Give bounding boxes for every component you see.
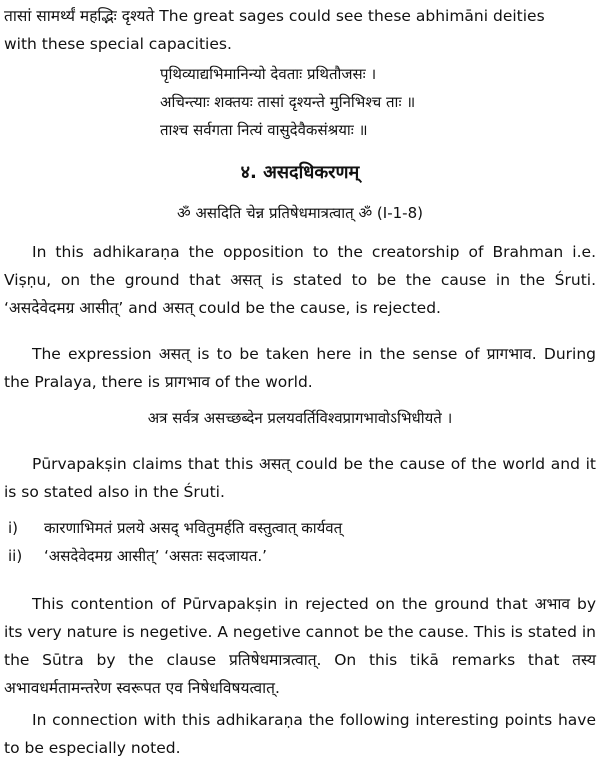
intro-line-1: तासां सामर्थ्यं महद्भिः दृश्यते The great sages could see these abhimāni deities: [4, 7, 545, 25]
verse-line-1: पृथिव्याद्यभिमानिन्यो देवताः प्रथितौजसः ।: [160, 65, 377, 83]
list-item-text: कारणाभिमतं प्रलये असद् भवितुमर्हति वस्तुत्वात् कार्यवत्: [44, 519, 343, 537]
list-item: [8, 542, 267, 570]
intro-line-2: with these special capacities.: [4, 35, 232, 53]
list-item: [8, 514, 342, 542]
paragraph-adhikarana-opposition: In this adhikaraṇa the opposition to the creatorship of Brahman i.e. Viṣṇu, on the ground that असत् is stated to be the cause in the Śruti. ‘असदेवेदमग्र आसीत्’ and असत् could be the cause, is rejected.: [4, 243, 596, 317]
verse-line-2: अचिन्त्याः शक्तयः तासां दृश्यन्ते मुनिभिश्च ताः ॥: [160, 93, 416, 111]
paragraph-contention-rejected: This contention of Pūrvapakṣin in rejected on the ground that अभाव by its very nature is negetive. A negetive cannot be the cause. This is stated in the Sūtra by the clause प्रतिषेधमात्रत्वात्. On this tikā remarks that तस्य अभावधर्मतामन्तरेण स्वरूपत एव निषेधविषयत्वात्.: [4, 595, 596, 697]
paragraph-asat-expression: The expression असत् is to be taken here in the sense of प्रागभाव. During the Pralaya, there is प्रागभाव of the world.: [4, 345, 596, 391]
paragraph-purvapaksin-claim: Pūrvapakṣin claims that this असत् could be the cause of the world and it is so stated also in the Śruti.: [4, 455, 596, 501]
list-item-number: ii): [8, 547, 23, 565]
list-item-text: ‘असदेवेदमग्र आसीत्’ ‘असतः सदजायत.’: [44, 547, 267, 565]
section-heading: ४. असदधिकरणम्: [240, 162, 360, 183]
sanskrit-quote: अत्र सर्वत्र असच्छब्देन प्रलयवर्तिविश्वप्रागभावोऽभिधीयते ।: [147, 409, 453, 427]
paragraph-interesting-points: In connection with this adhikaraṇa the following interesting points have to be especially noted.: [4, 711, 596, 757]
list-item-number: i): [8, 519, 19, 537]
intro-paragraph: [4, 2, 596, 58]
sutra-line: ॐ असदिति चेन्न प्रतिषेधमात्रत्वात् ॐ (I-1-8): [177, 204, 423, 222]
verse-line-3: ताश्च सर्वगता नित्यं वासुदेवैकसंश्रयाः ॥: [160, 121, 368, 139]
